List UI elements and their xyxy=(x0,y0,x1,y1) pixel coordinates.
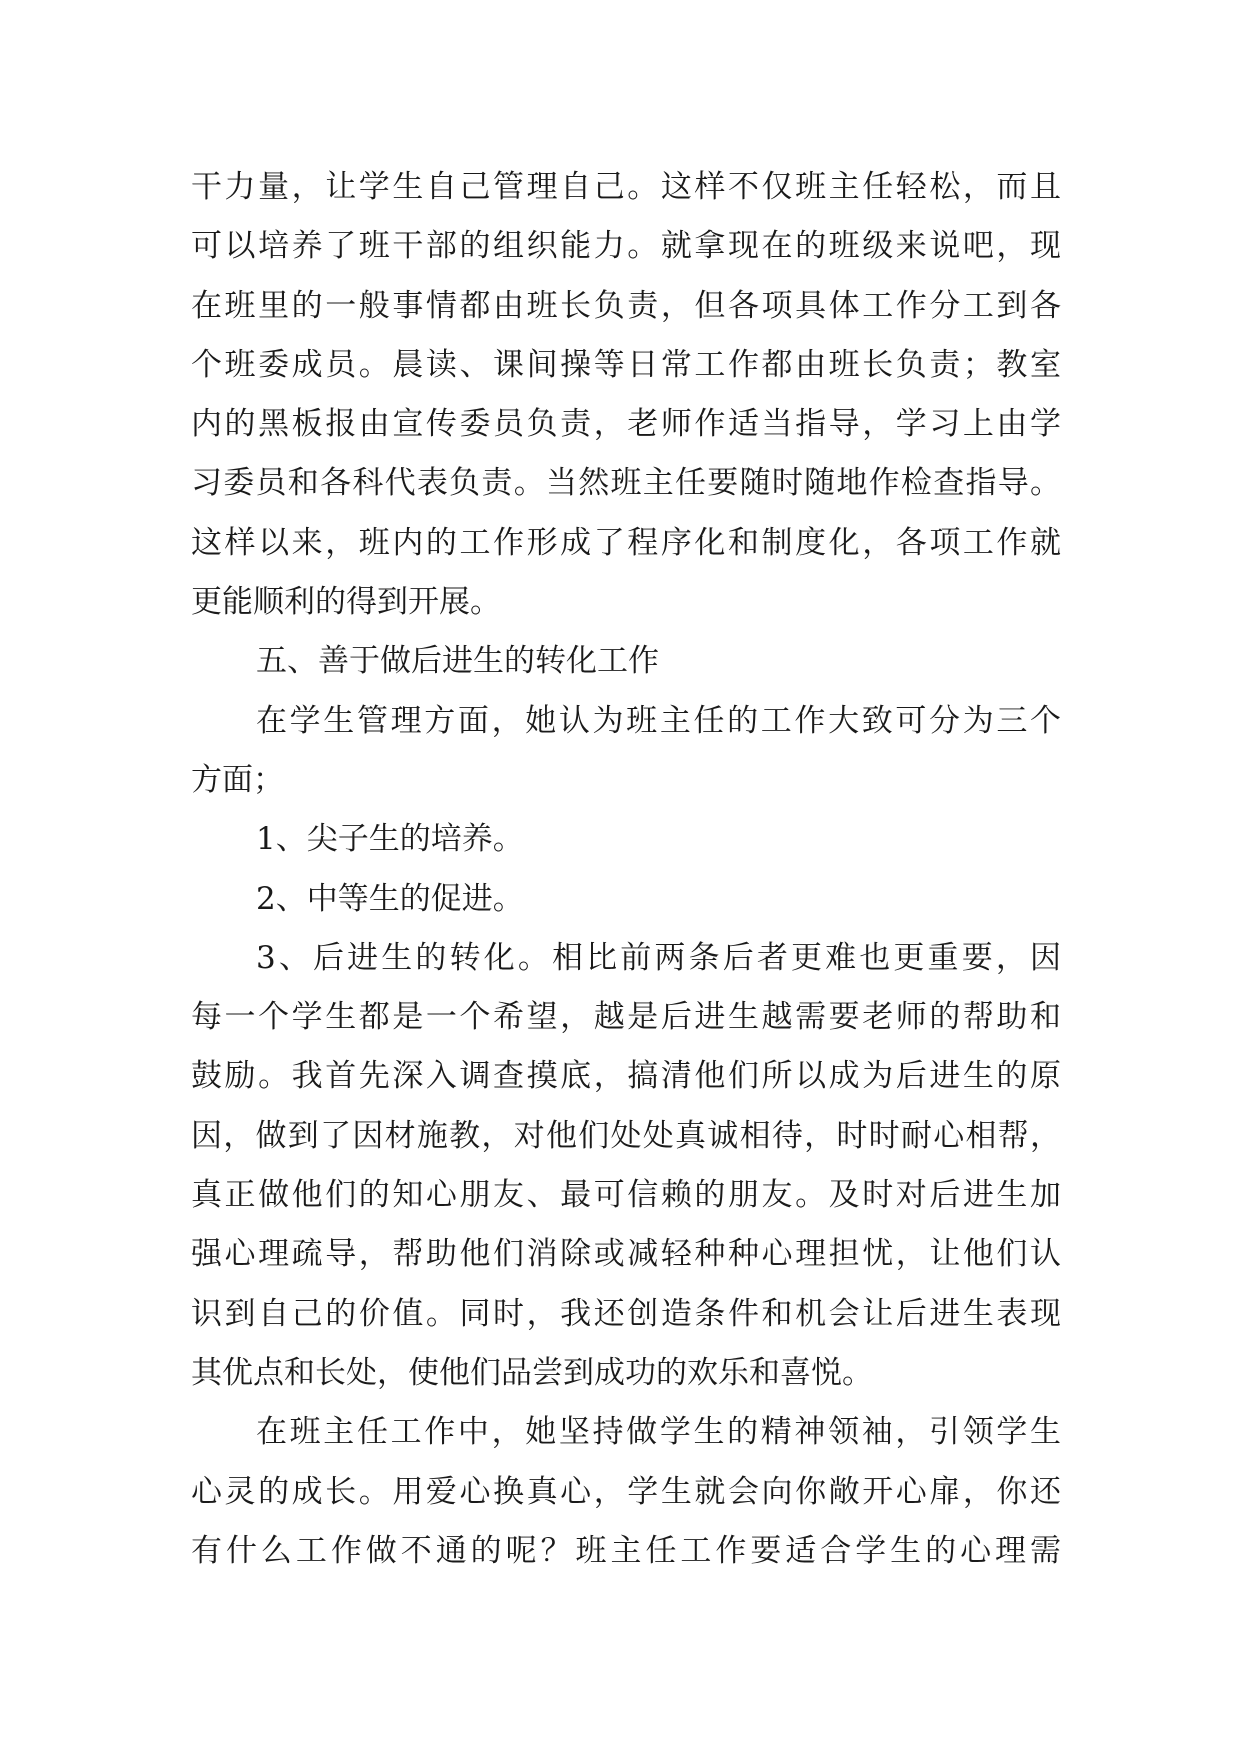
text-line: 有什么工作做不通的呢？班主任工作要适合学生的心理需 xyxy=(191,1532,1061,1569)
text-line: 1、尖子生的培养。 xyxy=(256,821,524,858)
text-line: 个班委成员。晨读、课间操等日常工作都由班长负责；教室 xyxy=(191,346,1061,383)
text-line: 习委员和各科代表负责。当然班主任要随时随地作检查指导。 xyxy=(191,465,1061,502)
text-line: 其优点和长处，使他们品尝到成功的欢乐和喜悦。 xyxy=(191,1354,873,1391)
text-line: 识到自己的价值。同时，我还创造条件和机会让后进生表现 xyxy=(191,1295,1061,1332)
text-line: 干力量，让学生自己管理自己。这样不仅班主任轻松，而且 xyxy=(191,169,1061,205)
text-line: 在班主任工作中，她坚持做学生的精神领袖，引领学生 xyxy=(256,1414,1061,1451)
text-line: 强心理疏导，帮助他们消除或减轻种种心理担忧，让他们认 xyxy=(191,1236,1061,1273)
text-line: 真正做他们的知心朋友、最可信赖的朋友。及时对后进生加 xyxy=(191,1177,1061,1214)
text-line: 可以培养了班干部的组织能力。就拿现在的班级来说吧，现 xyxy=(191,228,1061,265)
document-body xyxy=(191,158,1061,1581)
text-line: 内的黑板报由宣传委员负责，老师作适当指导，学习上由学 xyxy=(191,406,1061,443)
text-line: 鼓励。我首先深入调查摸底，搞清他们所以成为后进生的原 xyxy=(191,1058,1061,1095)
text-line: 更能顺利的得到开展。 xyxy=(191,584,501,621)
text-line: 方面； xyxy=(191,761,284,798)
text-line: 因，做到了因材施教，对他们处处真诚相待，时时耐心相帮， xyxy=(191,1117,1061,1154)
text-line: 五、善于做后进生的转化工作 xyxy=(256,643,659,680)
text-line: 在学生管理方面，她认为班主任的工作大致可分为三个 xyxy=(256,702,1061,739)
text-line: 在班里的一般事情都由班长负责，但各项具体工作分工到各 xyxy=(191,287,1061,324)
text-line: 这样以来，班内的工作形成了程序化和制度化，各项工作就 xyxy=(191,524,1061,561)
text-line: 2、中等生的促进。 xyxy=(256,880,524,917)
text-line: 3、后进生的转化。相比前两条后者更难也更重要，因 xyxy=(256,939,1061,976)
text-line: 心灵的成长。用爱心换真心，学生就会向你敞开心扉，你还 xyxy=(191,1473,1061,1510)
text-line: 每一个学生都是一个希望，越是后进生越需要老师的帮助和 xyxy=(191,999,1061,1036)
